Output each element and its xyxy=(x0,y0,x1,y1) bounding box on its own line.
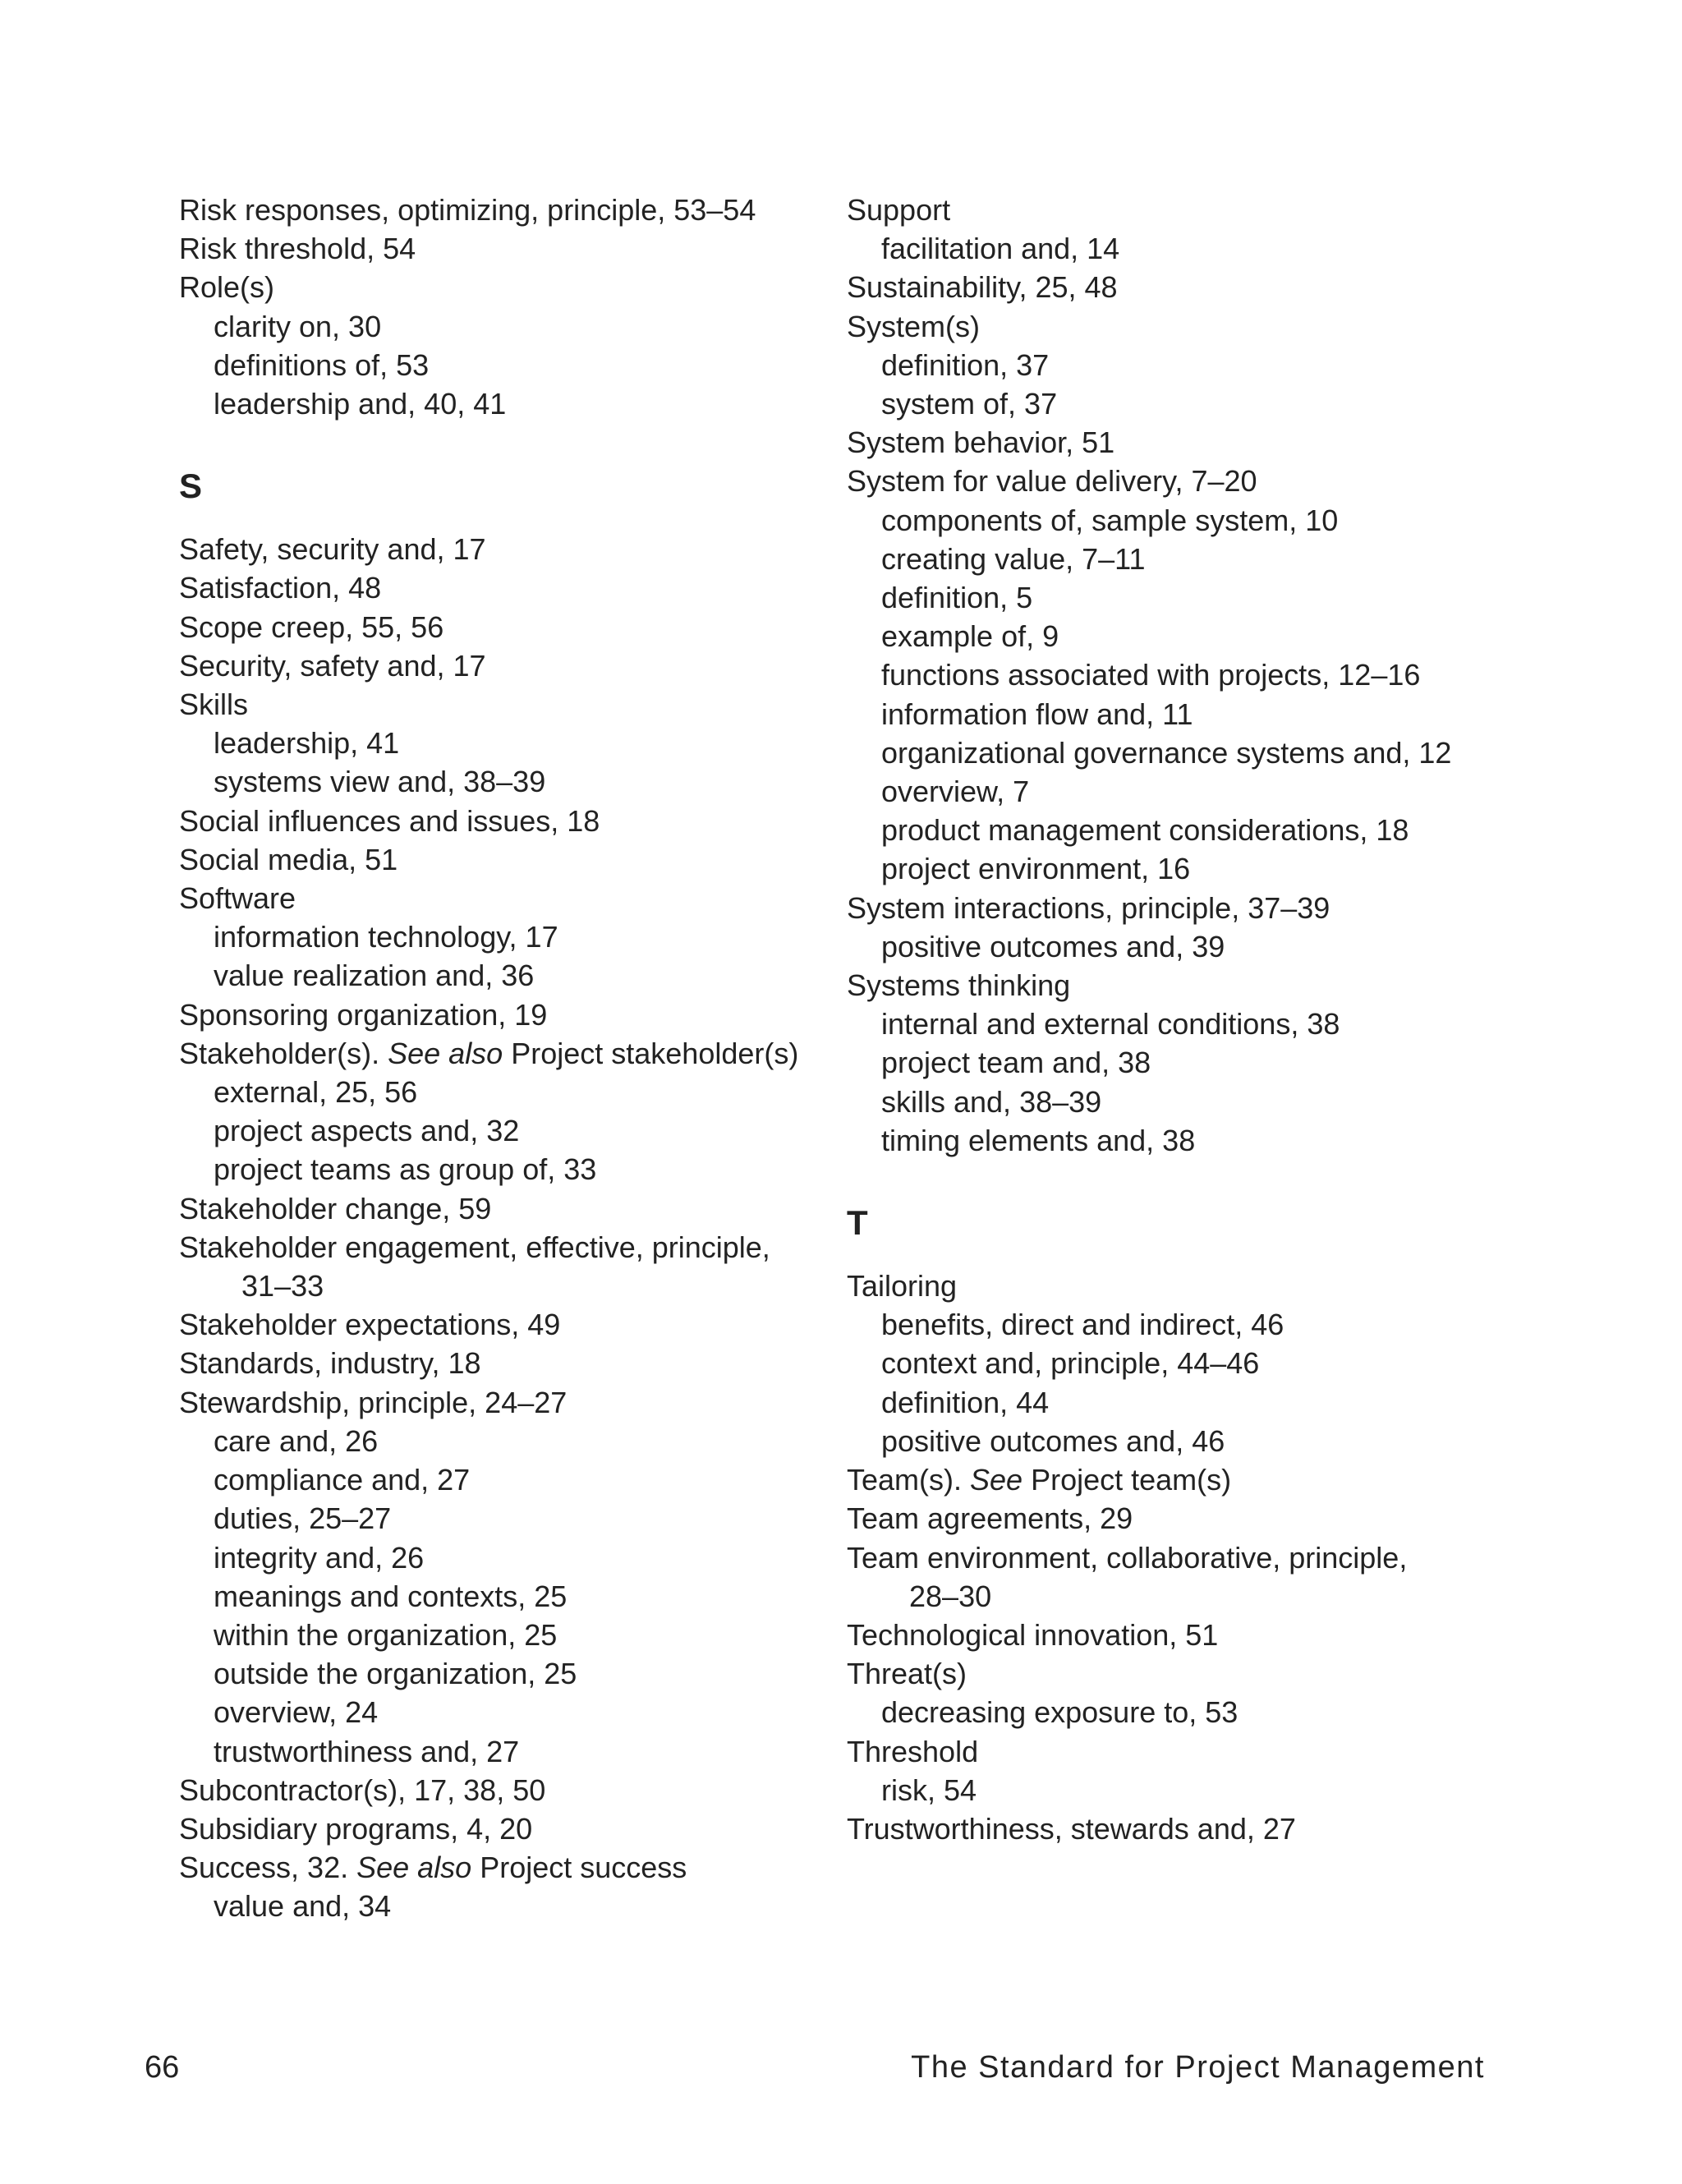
index-entry-text: Success, 32. xyxy=(179,1851,357,1885)
index-subentry: definitions of, 53 xyxy=(214,347,430,382)
index-entry: Stewardship, principle, 24–27 xyxy=(179,1385,568,1419)
index-subentry: care and, 26 xyxy=(214,1423,379,1458)
index-subentry: trustworthiness and, 27 xyxy=(214,1734,520,1768)
index-subentry: skills and, 38–39 xyxy=(881,1084,1102,1119)
page-number: 66 xyxy=(145,2050,180,2085)
index-subentry: creating value, 7–11 xyxy=(881,541,1146,576)
index-subentry: components of, sample system, 10 xyxy=(881,503,1339,537)
index-entry: System for value delivery, 7–20 xyxy=(847,464,1257,499)
index-subentry: system of, 37 xyxy=(881,387,1058,421)
index-subentry: benefits, direct and indirect, 46 xyxy=(881,1308,1284,1342)
index-entry-continuation: 31–33 xyxy=(241,1269,324,1304)
index-subentry: compliance and, 27 xyxy=(214,1463,471,1497)
index-subentry: value and, 34 xyxy=(214,1889,392,1924)
index-subentry: positive outcomes and, 39 xyxy=(881,929,1225,963)
index-entry: Risk responses, optimizing, principle, 53–54 xyxy=(179,193,756,227)
cross-reference-label: See also xyxy=(388,1036,503,1070)
index-entry: Subsidiary programs, 4, 20 xyxy=(179,1811,533,1846)
index-subentry: leadership and, 40, 41 xyxy=(214,387,507,421)
index-column-left xyxy=(179,191,836,1926)
index-entry: Support xyxy=(847,193,951,227)
index-entry: Standards, industry, 18 xyxy=(179,1346,481,1381)
index-subentry: project team and, 38 xyxy=(881,1046,1151,1080)
index-entry-text: Project success xyxy=(471,1851,687,1885)
index-entry: Threat(s) xyxy=(847,1657,967,1691)
index-subentry: leadership, 41 xyxy=(214,726,400,761)
index-subentry: internal and external conditions, 38 xyxy=(881,1007,1340,1041)
index-subentry: within the organization, 25 xyxy=(214,1617,558,1652)
index-subentry: definition, 37 xyxy=(881,347,1050,382)
index-entry: Skills xyxy=(179,687,249,722)
index-entry: Trustworthiness, stewards and, 27 xyxy=(847,1811,1296,1846)
index-subentry: information technology, 17 xyxy=(214,920,558,954)
index-entry: Satisfaction, 48 xyxy=(179,571,382,605)
cross-reference-label: See also xyxy=(356,1851,472,1885)
index-entry: System(s) xyxy=(847,309,980,343)
index-subentry: project aspects and, 32 xyxy=(214,1114,520,1148)
cross-reference-label: See xyxy=(970,1463,1023,1497)
running-title: The Standard for Project Management xyxy=(911,2050,1485,2085)
index-entry: Team environment, collaborative, principle, xyxy=(847,1540,1408,1575)
index-entry: Social influences and issues, 18 xyxy=(179,803,600,838)
index-entry-text: Stakeholder(s). xyxy=(179,1036,388,1070)
section-letter-heading: T xyxy=(847,1203,868,1243)
index-entry: Role(s) xyxy=(179,270,275,305)
index-entry: Stakeholder change, 59 xyxy=(179,1191,492,1225)
index-entry: Security, safety and, 17 xyxy=(179,648,486,683)
index-entry xyxy=(179,1034,836,1073)
index-entry: Tailoring xyxy=(847,1269,958,1304)
index-entry: Safety, security and, 17 xyxy=(179,532,486,567)
index-subentry: project environment, 16 xyxy=(881,852,1191,886)
index-subentry: project teams as group of, 33 xyxy=(214,1152,597,1187)
index-entry: Risk threshold, 54 xyxy=(179,232,416,266)
index-subentry: functions associated with projects, 12–16 xyxy=(881,658,1421,692)
index-entry: System behavior, 51 xyxy=(847,425,1115,460)
index-entry: Stakeholder engagement, effective, principle, xyxy=(179,1230,770,1264)
index-subentry: outside the organization, 25 xyxy=(214,1657,577,1691)
index-subentry: positive outcomes and, 46 xyxy=(881,1423,1225,1458)
index-entry: Technological innovation, 51 xyxy=(847,1617,1219,1652)
index-column-right xyxy=(847,191,1504,1848)
index-subentry: timing elements and, 38 xyxy=(881,1123,1196,1157)
index-subentry: decreasing exposure to, 53 xyxy=(881,1695,1239,1730)
index-entry-text: Team(s). xyxy=(847,1463,971,1497)
index-entry: Stakeholder expectations, 49 xyxy=(179,1308,561,1342)
index-subentry: duties, 25–27 xyxy=(214,1501,392,1536)
index-subentry: definition, 44 xyxy=(881,1385,1050,1419)
index-entry-text: Project team(s) xyxy=(1023,1463,1232,1497)
index-entry: Systems thinking xyxy=(847,968,1071,1003)
index-subentry: overview, 24 xyxy=(214,1695,379,1730)
index-entry-continuation: 28–30 xyxy=(909,1579,992,1613)
index-subentry: risk, 54 xyxy=(881,1772,977,1807)
index-entry: Sponsoring organization, 19 xyxy=(179,997,548,1032)
index-subentry: systems view and, 38–39 xyxy=(214,765,546,799)
index-subentry: information flow and, 11 xyxy=(881,697,1193,731)
index-entry: Sustainability, 25, 48 xyxy=(847,270,1118,305)
index-subentry: product management considerations, 18 xyxy=(881,813,1409,848)
index-subentry: clarity on, 30 xyxy=(214,309,382,343)
index-entry xyxy=(847,1460,1504,1499)
index-entry xyxy=(179,1848,836,1887)
index-entry-text: Project stakeholder(s) xyxy=(503,1036,799,1070)
index-subentry: context and, principle, 44–46 xyxy=(881,1346,1260,1381)
index-subentry: facilitation and, 14 xyxy=(881,232,1120,266)
index-subentry: example of, 9 xyxy=(881,619,1059,654)
index-entry: Threshold xyxy=(847,1734,979,1768)
index-subentry: definition, 5 xyxy=(881,581,1033,615)
index-subentry: value realization and, 36 xyxy=(214,959,535,993)
section-letter-heading: S xyxy=(179,467,203,506)
index-entry: Social media, 51 xyxy=(179,842,398,876)
index-entry: Scope creep, 55, 56 xyxy=(179,609,444,644)
index-entry: Team agreements, 29 xyxy=(847,1501,1133,1536)
index-subentry: integrity and, 26 xyxy=(214,1540,425,1575)
index-entry: System interactions, principle, 37–39 xyxy=(847,890,1330,925)
index-entry: Software xyxy=(179,881,296,916)
index-entry: Subcontractor(s), 17, 38, 50 xyxy=(179,1772,546,1807)
index-subentry: overview, 7 xyxy=(881,775,1030,809)
index-subentry: external, 25, 56 xyxy=(214,1075,418,1110)
index-subentry: organizational governance systems and, 12 xyxy=(881,735,1452,770)
index-subentry: meanings and contexts, 25 xyxy=(214,1579,568,1613)
